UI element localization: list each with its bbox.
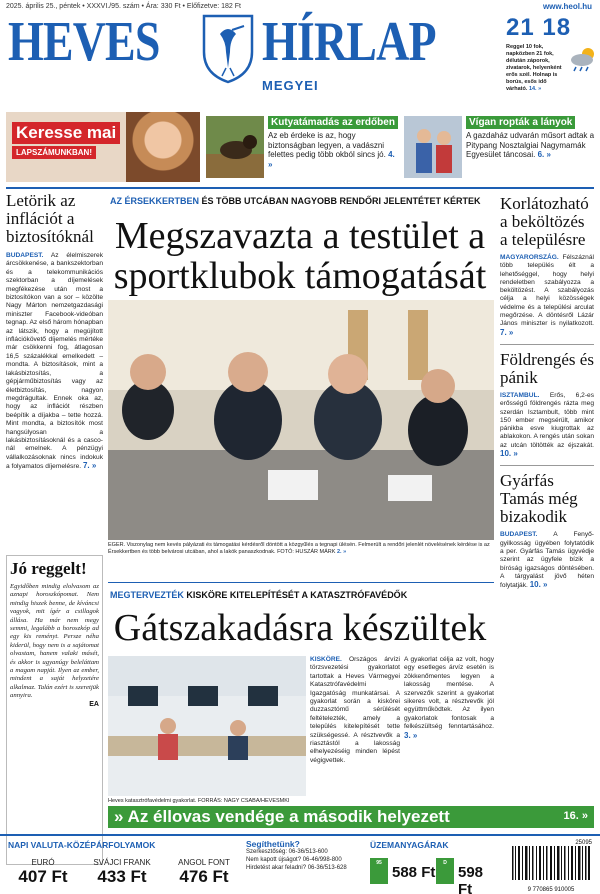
sport-banner[interactable] <box>108 806 594 828</box>
jo-reggelt-signature: EA <box>89 700 99 708</box>
weather-readmore[interactable]: 14. » <box>528 86 542 92</box>
footer-bar <box>0 834 600 894</box>
mid-rule <box>108 582 494 583</box>
site-url[interactable]: www.heol.hu <box>542 2 592 11</box>
tv-magazine-teaser[interactable] <box>6 112 200 182</box>
help-line-editorial[interactable]: Szerkesztőség: 06-36/513-600 <box>246 849 328 855</box>
lead-readmore[interactable]: 2. » <box>336 549 347 555</box>
left-story-title[interactable]: Letörik az inflációt a biztosítóknál <box>6 191 94 246</box>
left-story-readmore[interactable]: 7. » <box>82 461 97 471</box>
gas-headline[interactable]: Gátszakadásra készültek <box>113 607 487 649</box>
barcode-icon <box>510 846 592 882</box>
right-column <box>500 195 594 590</box>
dancers-photo <box>404 116 462 178</box>
help-line-delivery[interactable]: Nem kapott újságot? 06-46/998-800 <box>246 857 342 863</box>
weather-box <box>506 14 596 92</box>
gas-body-col2: A gyakorlat célja az volt, hogy egy esetleges árvíz esetén is zökkenőmentes legyen a lakosság mentése. A szervezők szerint a gyakorlat sikeres volt, a résztvevők jól együttműködtek. Az ilyen gyakorlatok fontosak a felkészültség fenntartásához. 3. » <box>404 656 494 740</box>
right-story1-readmore[interactable]: 7. » <box>500 327 514 337</box>
issue-line: 2025. április 25., péntek • XXXVI./95. szám • Ára: 330 Ft • Előfizetve: 182 Ft <box>6 3 241 10</box>
fuel-prices <box>370 840 500 894</box>
tv-cover-photo <box>126 112 200 182</box>
right-divider <box>500 465 594 466</box>
right-story2-body: ISZTAMBUL. Erős, 6,2-es erősségű földrengés rázta meg szerdán Isztambult, több mint 150 ember megsérült, amikor pánikba esve kiugrottak az ablakokon. A rengés után sokan az utcán töltötték az éjszakát. 10. » <box>500 391 594 459</box>
left-story-body: BUDAPEST. Az élelmiszerek árcsökkenése, a bankszektorban és a telekommunikációs szektorban a díjemelések megfékezése után most a biztosítókon van a sor – közölte Nagy Márton nemzetgazdasági miniszter Facebook-videóban tegnap. Az első három hónapban az látszik, hogy a megújított inflációkövető díjemelés mértéke már csökkenni fog, átlagosan 16,5 százalékkal emelkedett – mondta. A biztosítások, mint a lakásbiztosítás, a gépjárműbiztosítás vagy az életbiztosítás, nagyon megdrágultak. Ennek oka az, hogy az inflációt részben beépítik a díjakba – tette hozzá. Mint mondta, a biztosítók most hangsúlyosan a lakásbiztosításoknál és a casco-nál emelnek. A pénzügyi vállalkozásoknak nincs indokuk a folyamatos díjemelésre. 7. » <box>6 252 104 471</box>
right-story3-body: BUDAPEST. A Fenyő-gyilkosság ügyében folytatódik a per. Gyárfás Tamás ügyvédje szerint az ügyfele bízik a bíróság igazságos döntésében. A tárgyalást jövő héten folytatják. 10. » <box>500 531 595 590</box>
jo-reggelt-title: Jó reggelt! <box>10 559 87 578</box>
fx-eur: EURÓ 407 Ft <box>18 858 68 886</box>
jo-reggelt-body: Egyidőben mindig elolvasom az aznapi horoszkópomat. Nem mindig hiszek benne, de kíváncsi vagyok, mit ígér a csillagok állása. Ha már nem megy semmi, legalább a horoszkóp ad egy kis reményt. Persze néha kiderül, hogy nem is a sajátomat olvastam, hanem valaki másét, és akkor is ugyanúgy beleláttam a magam napját. Ilyen az ember, mindent a saját helyzetére alkalmaz. Talán ezért is szeretjük annyira. <box>10 583 99 700</box>
barcode-digits: 9 770865 910005 <box>527 887 575 893</box>
petrol-price: 588 Ft <box>392 864 436 881</box>
right-story2-readmore[interactable]: 10. » <box>500 449 518 459</box>
gas-readmore[interactable]: 3. » <box>404 730 418 740</box>
lead-headline[interactable]: Megszavazta a testület a sportklubok támogatását <box>113 215 487 297</box>
lead-kicker: AZ ÉRSEKKERTBEN ÉS TÖBB UTCÁBAN NAGYOBB RENDŐRI JELENTÉTET KÉRTEK <box>110 196 481 206</box>
disaster-drill-photo <box>108 656 306 796</box>
dancers-teaser-head: Vígan ropták a lányok <box>466 116 575 129</box>
diesel-price: 598 Ft <box>458 864 484 894</box>
masthead-subtitle: MEGYEI <box>262 78 319 93</box>
right-story1-body: MAGYARORSZÁG. Félszáznál több település élt a lehetőséggel, hogy helyi rendeletben szabályozza a beköltözést. A szabályozás célja a helyi közösségek védelme és a települési arculat megőrzése. A döntésről Lázár János miniszter is nyilatkozott. 7. » <box>500 254 594 337</box>
help-box <box>246 840 366 872</box>
gas-body-col1: KISKÖRE. Országos árvízi törzsvezetési gyakorlatot tartottak a Heves Vármegyei Katasztrófavédelmi Igazgatóság munkatársai. A gyakorlat során a kiskörei duzzasztómű sérülését feltételezték, amely a település kitelepítését tette szükségessé. A résztvevők a riasztástól a lakosság elhelyezéséig minden lépést végigvettek. <box>310 656 400 764</box>
dog-teaser-body: Az eb érdeke is az, hogy biztonságban legyen, a vadászni felettes pedig több okból sincs jó. 4. » <box>268 131 395 169</box>
jo-reggelt-column <box>6 555 103 865</box>
tv-teaser-headline: Keresse mai <box>12 122 120 144</box>
dog-teaser-head: Kutyatámadás az erdőben <box>268 116 398 129</box>
fx-title: NAPI VALUTA-KÖZÉPÁRFOLYAMOK <box>8 840 156 850</box>
masthead-title-right: HÍRLAP <box>262 11 436 73</box>
tv-teaser-sub: LAPSZÁMUNKBAN! <box>12 146 96 159</box>
weather-body: Reggel 10 fok, napközben 21 fok, délután záporok, zivatarok, helyenként erős szél. Holnap is borús, esős idő várható. <box>506 44 562 92</box>
lead-photo-caption: EGER. Viszonylag nem kevés pályázati és támogatási kérdésről döntött a közgyűlés a tegnapi ülésén. Felmerült a rendőri jelenlét növelésének kérdése is az Érsekkertben és több belvárosi utcában, ahol a lakók panaszkodnak. FOTÓ: HUSZÁR MÁRK 2. » <box>108 542 490 555</box>
petrol-pump-icon: 95 <box>370 858 388 884</box>
gas-photo-caption: Heves katasztrófavédelmi gyakorlat. FORRÁS: NAGY CSABA/HEVESMKI <box>108 798 290 804</box>
stork-crest-icon <box>200 12 256 84</box>
weather-text <box>506 44 566 93</box>
dancers-teaser-body: A gazdaház udvarán műsort adtak a Pitypang Nosztalgiai Nagymamák Egyesület táncosai. 6. » <box>466 131 595 159</box>
right-story3-title[interactable]: Gyárfás Tamás még bizakodik <box>500 471 578 527</box>
masthead-title-left: HEVES <box>8 11 160 73</box>
dog-photo <box>206 116 264 178</box>
dancers-teaser[interactable] <box>404 116 598 178</box>
right-story2-title[interactable]: Földrengés és pánik <box>500 349 594 387</box>
top-rule <box>6 187 594 189</box>
teaser-row <box>0 112 600 184</box>
issue-code: 25095 <box>575 840 592 846</box>
left-story-dateline: BUDAPEST. <box>6 252 44 259</box>
barcode <box>510 840 592 894</box>
help-title: Segíthetünk? <box>246 839 300 849</box>
dog-attack-teaser[interactable] <box>206 116 400 178</box>
right-divider <box>500 344 594 345</box>
council-meeting-photo <box>108 300 494 540</box>
diesel-pump-icon: D <box>436 858 454 884</box>
rain-cloud-icon <box>568 46 598 72</box>
right-story3-readmore[interactable]: 10. » <box>529 580 548 590</box>
sport-banner-text: » Az éllovas vendége a második helyezett <box>114 807 450 826</box>
help-line-ads[interactable]: Hirdetést akar feladni? 06-36/513-628 <box>246 865 347 871</box>
gas-kicker: MEGTERVEZTÉK KISKÖRE KITELEPÍTÉSÉT A KATASZTRÓFAVÉDŐK <box>110 590 408 600</box>
fuel-title: ÜZEMANYAGÁRAK <box>370 840 449 850</box>
right-story1-title[interactable]: Korlátozható a beköltözés a településre <box>500 194 589 249</box>
weather-temps: 21 18 <box>506 14 572 41</box>
left-column-story <box>6 192 103 472</box>
sport-banner-page: 16. » <box>563 810 588 822</box>
fx-chf: SVÁJCI FRANK 433 Ft <box>93 858 151 886</box>
fx-gbp: ANGOL FONT 476 Ft <box>178 858 230 886</box>
